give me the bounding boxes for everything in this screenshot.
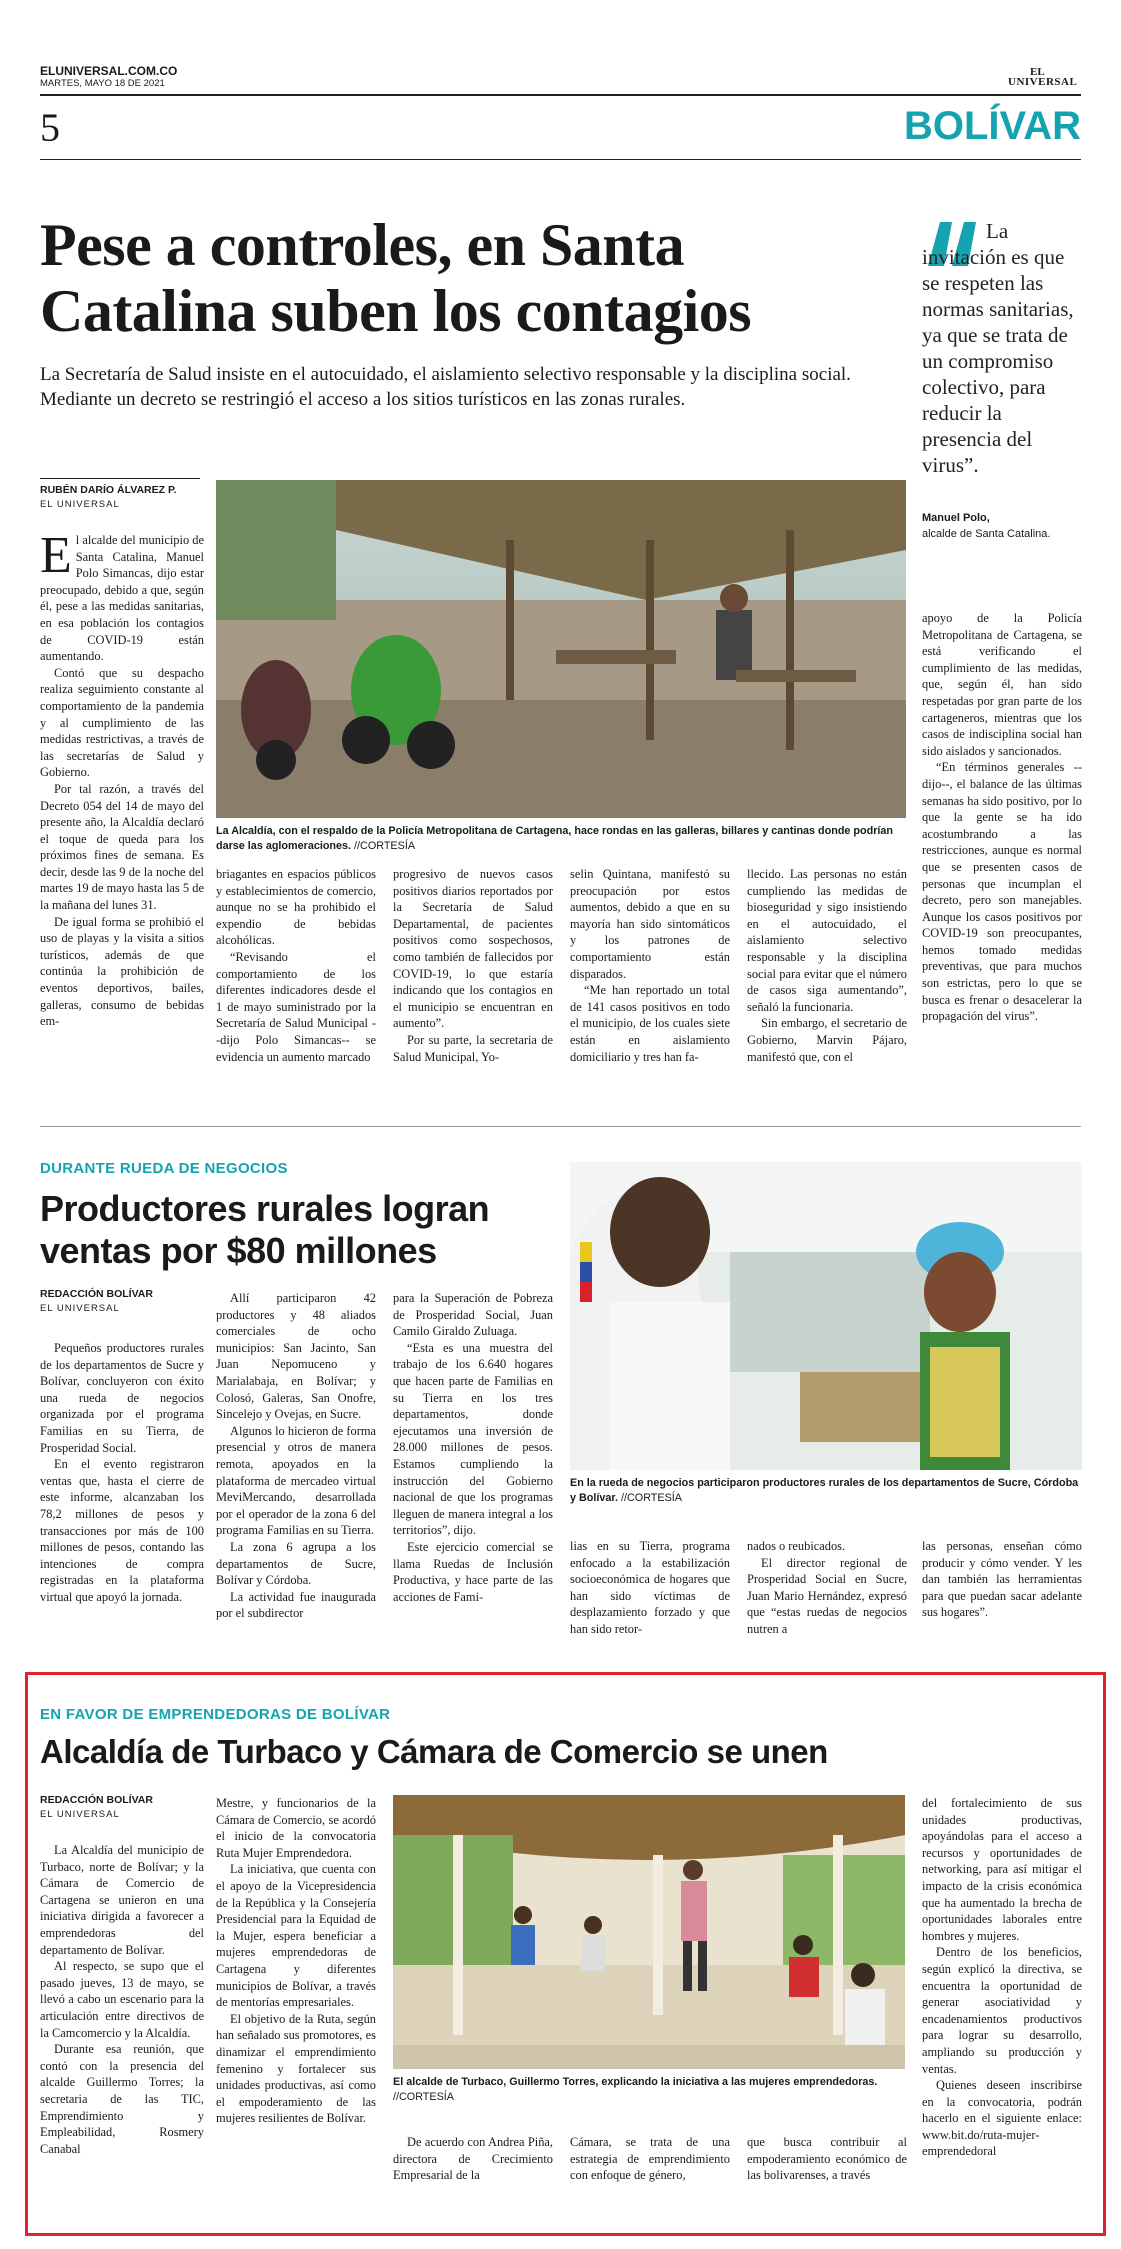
logo: UNIVERSAL (1008, 76, 1078, 88)
quote-role: alcalde de Santa Catalina. (922, 528, 1051, 540)
issue-date: MARTES, MAYO 18 DE 2021 (40, 78, 165, 89)
story1-col6: apoyo de la Policía Metropolitana de Cartagena, se está verificando el cumplimiento de las medidas, que, según él, han sido respetadas por gran parte de los cartageneros, mientras que los casos de indisciplina social han sido aislados y sancionados. “En términos generales --dijo--, el balance de las últimas semanas ha sido positivo, por lo que la gente se ha ido acostumbrando a las restricciones, aunque es normal que se presenten casos de personas que incumplan el decreto, pero son manejables. Aunque los casos positivos por COVID-19 son preocupantes, hemos tomado medidas preventivas, que para muchos son estrictas, pero lo que se busca es frenar o desacelerar la propagación del virus”. (922, 611, 1082, 1024)
story1-col4: selin Quintana, manifestó su preocupación por estos aumentos, debido a que en su mayoría han sido sintomáticos y los patrones de comportamiento están disparados. “Me han reportado un total de 141 casos positivos en todo el municipio, de los cuales siete están en aislamiento domiciliario y tres han fa- (570, 867, 730, 1064)
pull-quote: La invitación es que se respeten las normas sanitarias, ya que se trata de un compromiso colectivo, para reducir la presencia del virus”. (922, 219, 1074, 477)
story3-col1: La Alcaldía del municipio de Turbaco, norte de Bolívar; y la Cámara de Comercio de Cartagena se unieron en una iniciativa dirigida a favorecer a emprendedoras del departamento de Bolívar. Al respecto, se supo que el pasado jueves, 13 de mayo, se llevó a cabo un escenario para la articulación entre directivos de la Camcomercio y la Alcaldía. Durante esa reunión, que contó con la presencia del alcalde Guillermo Torres; la secretaria de las TIC, Emprendimiento y Empleabilidad, Rosmery Canabal (40, 1843, 204, 2156)
byline-rule (40, 478, 200, 479)
story1-col1: El alcalde del municipio de Santa Catalina, Manuel Polo Simancas, dijo estar preocupado, debido a que, según él, pese a las medidas sanitarias, en esa población los contagios de COVID-19 están aumentando. Contó que su despacho realiza seguimiento constante al comportamiento de la pandemia y al cumplimiento de las medidas restrictivas, a través de las secretarías de Salud y Gobierno. Por tal razón, a través del Decreto 054 del 14 de mayo del presente año, la Alcaldía declaró el toque de queda para los próximos fines de semana. Es decir, desde las 9 de la noche del martes 19 de mayo hasta las 5 de la mañana del lunes 31. De igual forma se prohibió el uso de playas y la visita a sitios turísticos, además de que continúa la prohibición de eventos deportivos, bailes, galleras, consumo de bebidas em- (40, 532, 204, 1029)
logo-top: EL (1030, 66, 1045, 78)
section-title: BOLÍVAR (903, 104, 1081, 148)
site-url: ELUNIVERSAL.COM.CO (40, 64, 178, 78)
story2-col4: lias en su Tierra, programa enfocado a la estabilización socioeconómica de hogares que han sido víctimas de desplazamiento forzado y que han sido retor- (570, 1539, 730, 1636)
page-number: 5 (40, 105, 60, 150)
header-rule (40, 94, 1081, 96)
story2-col5: nados o reubicados. El director regional de Prosperidad Social en Sucre, Juan Mario Hernández, expresó que “estas ruedas de negocios nutren a (747, 1539, 907, 1636)
story3-outlet: EL UNIVERSAL (40, 1809, 120, 1820)
story3-col2: Mestre, y funcionarios de la Cámara de Comercio, se acordó el inicio de la convocatoria Ruta Mujer Emprendedora. La iniciativa, que cuenta con el apoyo de la Vicepresidencia de la República y la Consejería Presidencial para la Equidad de la Mujer, espera beneficiar a mujeres emprendedoras de Cartagena y diferentes municipios de Bolívar, a través de mentorías empresariales. El objetivo de la Ruta, según han señalado sus promotores, es dinamizar el emprendimiento femenino y fortalecer sus unidades productivas, así como el empoderamiento de las mujeres resilientes de Bolívar. (216, 1796, 376, 2126)
story1-outlet: EL UNIVERSAL (40, 499, 120, 510)
story2-headline: Productores rurales logran ventas por $80 millones (40, 1188, 490, 1271)
story3-col3: De acuerdo con Andrea Piña, directora de Crecimiento Empresarial de la (393, 2135, 553, 2183)
story2-col3: para la Superación de Pobreza de Prosperidad Social, Juan Camilo Giraldo Zuluaga. “Esta es una muestra del trabajo de los 6.640 hogares que hacen parte de Familias en su Tierra en los tres departamentos, donde ejecutamos una inversión de 28.000 millones de pesos. Estamos cumpliendo la instrucción del Gobierno nacional de que los programas lleguen de manera integral a los territorios”, dijo. Este ejercicio comercial se llama Ruedas de Inclusión Productiva, y hace parte de las acciones de Fami- (393, 1291, 553, 1604)
header-rule-bottom (40, 159, 1081, 160)
story3-col4: Cámara, se trata de una estrategia de emprendimiento con enfoque de género, (570, 2135, 730, 2183)
story1-lead: La Secretaría de Salud insiste en el autocuidado, el aislamiento selectivo responsable y la disciplina social. Mediante un decreto se restringió el acceso a los sitios turísticos en las zonas rurales. (40, 364, 851, 410)
story2-col6: las personas, enseñan cómo producir y cómo vender. Y les dan también las herramientas para que puedan sacar adelante sus hogares”. (922, 1539, 1082, 1620)
story3-col6: del fortalecimiento de sus unidades productivas, apoyándolas para el acceso a recursos y oportunidades de networking, para así mitigar el impacto de la crisis económica que ha aumentado la brecha de oportunidades laborales entre hombres y mujeres. Dentro de los beneficios, según explicó la directiva, se encuentra la oportunidad de generar asociatividad y encadenamientos productivos para lograr su desarrollo, ampliando su producción y ventas. Quienes deseen inscribirse en la convocatoria, podrán hacerlo en el siguiente enlace: www.bit.do/ruta-mujer-emprendedoral (922, 1796, 1082, 2159)
story3-author: REDACCIÓN BOLÍVAR (40, 1794, 153, 1806)
story3-col5: que busca contribuir al empoderamiento económico de las bolivarenses, a través (747, 2135, 907, 2183)
story1-col5: llecido. Las personas no están cumpliendo las medidas de bioseguridad y sigo insistiendo en el autocuidado, el aislamiento selectivo responsable y la disciplina social para evitar que el número de casos siga aumentando”, señaló la funcionaria. Sin embargo, el secretario de Gobierno, Marvin Pájaro, manifestó que, con el (747, 867, 907, 1064)
story2-caption: En la rueda de negocios participaron productores rurales de los departamentos de Sucre, Córdoba y Bolívar. //CORTESÍA (570, 1477, 1079, 1504)
story2-photo (570, 1162, 1082, 1470)
quote-author: Manuel Polo, (922, 512, 990, 524)
story2-col2: Allí participaron 42 productores y 48 aliados comerciales de ocho municipios: San Jacinto, San Juan Nepomuceno y Marialabaja, en Bolívar; y Colosó, Galeras, San Onofre, Sincelejo y Ovejas, en Sucre. Algunos lo hicieron de forma presencial y otros de manera remota, apoyados en la plataforma de mercadeo virtual MeviMercando, desarrollada por el operador de la zona 6 del programa Familias en su Tierra. La zona 6 agrupa a los departamentos de Sucre, Bolívar y Córdoba. La actividad fue inaugurada por el subdirector (216, 1291, 376, 1621)
story2-kicker: DURANTE RUEDA DE NEGOCIOS (40, 1160, 288, 1177)
story1-caption: La Alcaldía, con el respaldo de la Policía Metropolitana de Cartagena, hace rondas en las galleras, billares y cantinas donde podrían darse las aglomeraciones. //CORTESÍA (216, 825, 894, 852)
story3-headline: Alcaldía de Turbaco y Cámara de Comercio se unen (40, 1733, 828, 1770)
story1-col3: progresivo de nuevos casos positivos diarios reportados por la Secretaría de Salud Departamental, de pacientes positivos como sospechosos, como también de fallecidos por COVID-19, lo que estaría indicando que los contagios en el municipio se encuentran en aumento”. Por su parte, la secretaria de Salud Municipal, Yo- (393, 867, 553, 1064)
story3-kicker: EN FAVOR DE EMPRENDEDORAS DE BOLÍVAR (40, 1706, 391, 1723)
story3-caption: El alcalde de Turbaco, Guillermo Torres, explicando la iniciativa a las mujeres emprendedoras. //CORTESÍA (393, 2076, 878, 2103)
story1-headline: Pese a controles, en Santa Catalina suben los contagios (40, 212, 752, 344)
story3-photo (393, 1795, 905, 2069)
story2-author: REDACCIÓN BOLÍVAR (40, 1288, 153, 1300)
story1-col2: briagantes en espacios públicos y establecimientos de comercio, aunque no se ha prohibido el expendio de bebidas alcohólicas. “Revisando el comportamiento de los diferentes indicadores desde el 1 de mayo suministrado por la Secretaría de Salud Municipal --dijo Polo Simancas-- se evidencia un aumento marcado (216, 867, 376, 1064)
story1-author: RUBÉN DARÍO ÁLVAREZ P. (40, 484, 177, 496)
story2-col1: Pequeños productores rurales de los departamentos de Sucre y Bolívar, concluyeron con éxito una rueda de negocios organizada por el programa Familias en su Tierra, de Prosperidad Social. En el evento registraron ventas que, hasta el cierre de este informe, alcanzaban los 78,2 millones de pesos y transacciones por más de 100 millones de pesos, contando las intenciones de compra registradas en la plataforma virtual que apoyó la jornada. (40, 1341, 204, 1604)
story1-photo (216, 480, 906, 818)
section-divider (40, 1126, 1081, 1127)
story2-outlet: EL UNIVERSAL (40, 1303, 120, 1314)
